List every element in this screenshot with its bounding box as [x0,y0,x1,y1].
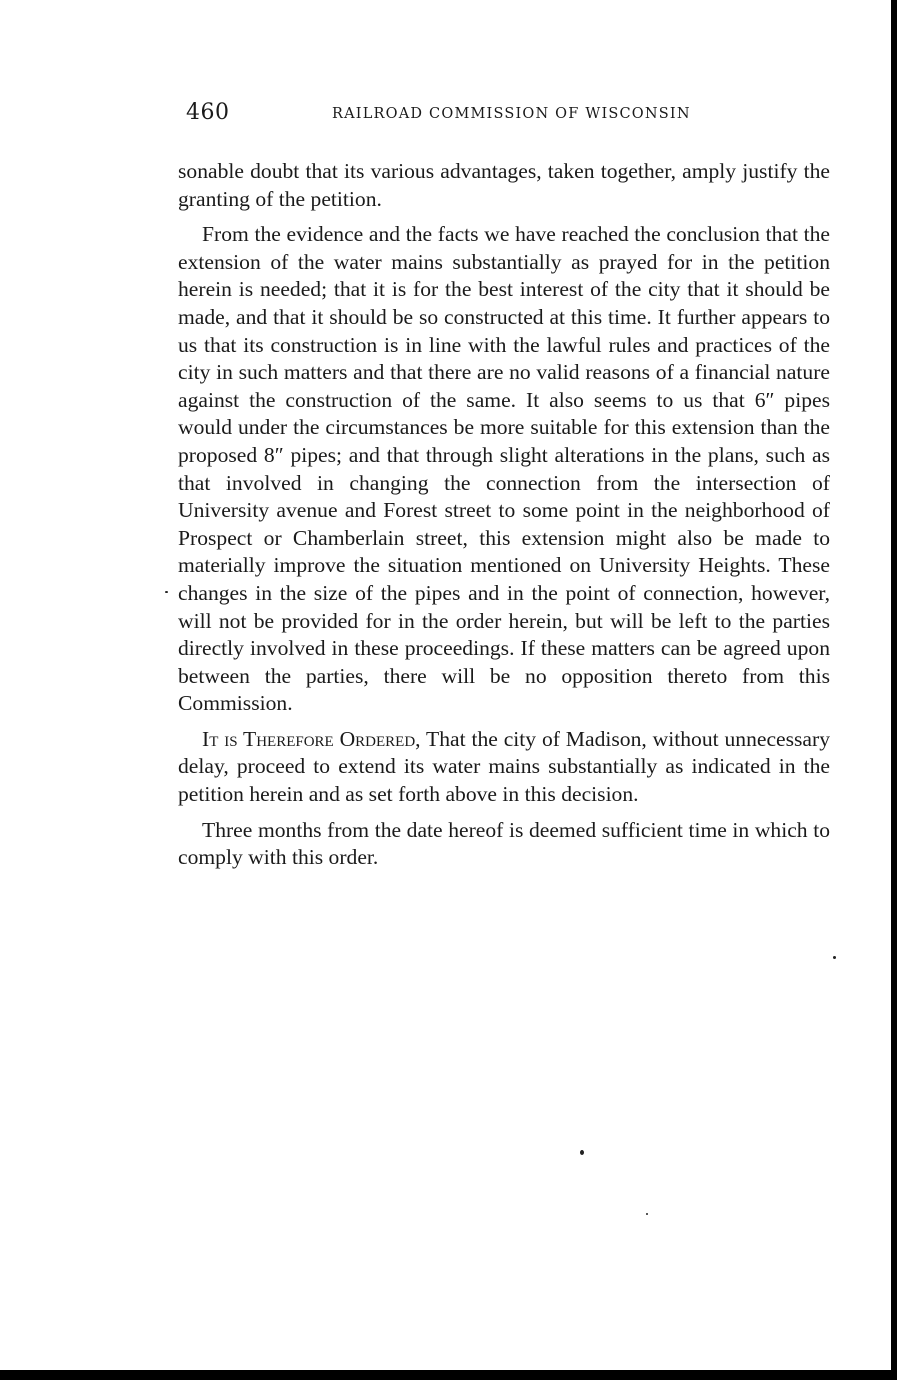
order-lead: It is Therefore Ordered, [202,726,421,751]
scan-edge-bottom [0,1370,897,1380]
scan-speck [646,1213,648,1215]
scan-edge-right [891,0,897,1380]
scan-speck [833,956,836,959]
scan-speck [580,1150,584,1155]
page-header [186,100,836,130]
page-number: 460 [186,100,230,125]
order-text: That the city of Madison, without unnecessary delay, proceed to extend its water mains substantially as indicated in the petition herein and as set forth above in this decision. [178,726,831,807]
paragraph-continuation: sonable doubt that its various advantages, taken together, amply justify the granting of the petition. [178,159,830,211]
paragraph-order [178,726,830,809]
paragraph-closing: Three months from the date hereof is deemed sufficient time in which to comply with this order. [178,817,830,870]
body-text [178,158,830,880]
scan-speck [165,591,168,593]
running-head: RAILROAD COMMISSION OF WISCONSIN [332,106,691,122]
paragraph-conclusion: From the evidence and the facts we have reached the conclusion that the extension of the water mains substantially as prayed for in the petition herein is needed; that it is for the best interest of the city that it should be made, and that it should be so constructed at this time. It further appears to us that its construction is in line with the lawful rules and practices of the city in such matters and that there are no valid reasons of a financial nature against the construction of the same. It also seems to us that 6″ pipes would under the circumstances be more suitable for this extension than the proposed 8″ pipes; and that through slight alterations in the plans, such as that involved in changing the connection from the intersection of University avenue and Forest street to some point in the neighborhood of Prospect or Chamberlain street, this extension might also be made to materially improve the situation mentioned on University Heights. These changes in the size of the pipes and in the point of connection, however, will not be provided for in the order herein, but will be left to the parties directly involved in these proceedings. If these matters can be agreed upon between the parties, there will be no opposition thereto from this Commission. [178,222,830,716]
